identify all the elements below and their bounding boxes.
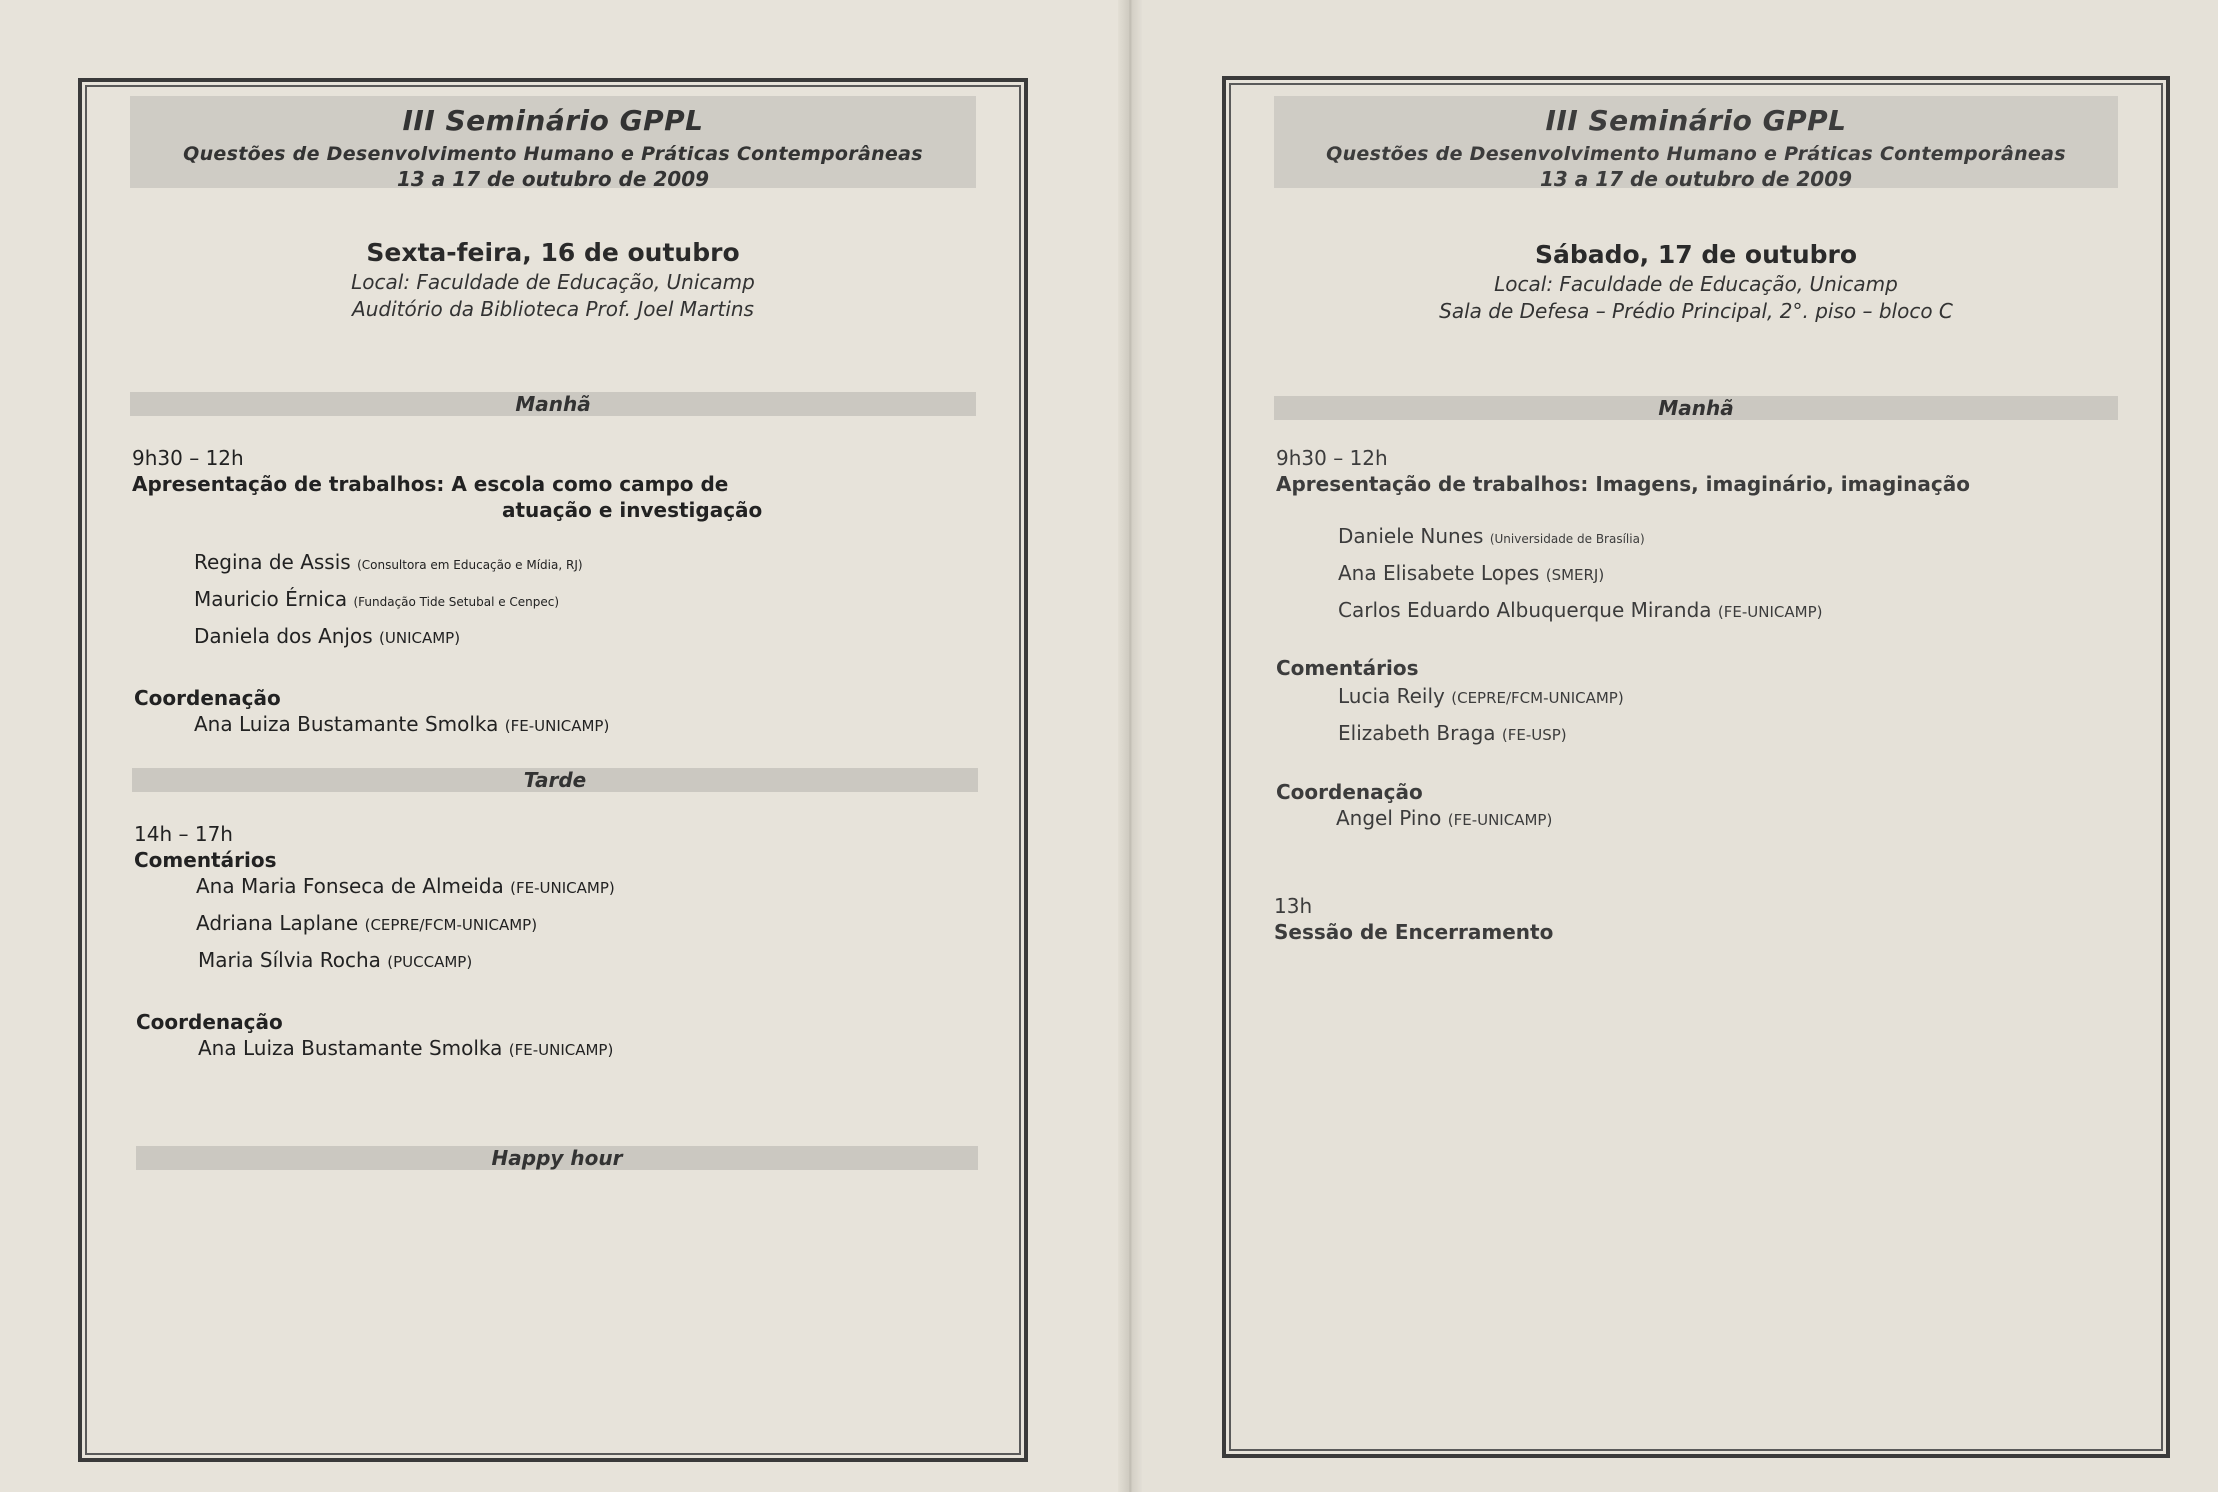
- presenter-name: Ana Elisabete Lopes: [1338, 561, 1540, 585]
- commentator-affiliation: (FE-USP): [1501, 726, 1567, 744]
- coordinator-name: Ana Luiza Bustamante Smolka: [198, 1036, 503, 1060]
- commentator-name: Maria Sílvia Rocha: [198, 948, 381, 972]
- commentator-affiliation: (CEPRE/FCM-UNICAMP): [1451, 689, 1624, 707]
- presenter-affiliation: (SMERJ): [1545, 566, 1605, 584]
- presenter-name: Regina de Assis: [194, 550, 351, 574]
- day-title: Sábado, 17 de outubro: [1534, 240, 1858, 269]
- presenter: [1338, 598, 1822, 622]
- seminar-title: III Seminário GPPL: [1545, 104, 1847, 137]
- commentator-name: Adriana Laplane: [196, 911, 359, 935]
- day-local: Local: Faculdade de Educação, Unicamp: [1494, 272, 1898, 296]
- page-fold: [1118, 0, 1142, 1492]
- closing-time: 13h: [1274, 894, 1313, 918]
- commentator: [196, 874, 615, 898]
- commentator-name: Elizabeth Braga: [1338, 721, 1496, 745]
- coordinator-name: Angel Pino: [1336, 806, 1442, 830]
- coordinator: [194, 712, 609, 736]
- morning-time: 9h30 – 12h: [132, 446, 244, 470]
- presenter: [1338, 524, 1645, 548]
- commentator-name: Lucia Reily: [1338, 684, 1445, 708]
- presenter-name: Carlos Eduardo Albuquerque Miranda: [1338, 598, 1712, 622]
- commentator: [198, 948, 472, 972]
- commentator-affiliation: (PUCCAMP): [387, 953, 473, 971]
- morning-session-title-line2: atuação e investigação: [502, 498, 763, 522]
- presenter: [1338, 561, 1604, 585]
- day-title: Sexta-feira, 16 de outubro: [366, 238, 740, 267]
- coordinator: [198, 1036, 613, 1060]
- day-local: Local: Faculdade de Educação, Unicamp: [351, 270, 755, 294]
- seminar-dates: 13 a 17 de outubro de 2009: [1539, 167, 1853, 191]
- day-venue: Sala de Defesa – Prédio Principal, 2°. piso – bloco C: [1439, 299, 1953, 323]
- commentator-affiliation: (CEPRE/FCM-UNICAMP): [364, 916, 538, 934]
- presenter-affiliation: (Consultora em Educação e Mídia, RJ): [357, 558, 583, 572]
- presenter-name: Daniele Nunes: [1338, 524, 1484, 548]
- commentator-affiliation: (FE-UNICAMP): [510, 879, 615, 897]
- left-header: [130, 96, 976, 191]
- presenter: [194, 587, 559, 611]
- coordinator-name: Ana Luiza Bustamante Smolka: [194, 712, 499, 736]
- seminar-subtitle: Questões de Desenvolvimento Humano e Práticas Contemporâneas: [183, 143, 923, 165]
- coordinator-affiliation: (FE-UNICAMP): [508, 1041, 614, 1059]
- coordination-label: Coordenação: [1276, 780, 1423, 804]
- afternoon-band: Tarde: [132, 768, 978, 792]
- coordinator-affiliation: (FE-UNICAMP): [1447, 811, 1553, 829]
- comments-label: Comentários: [1276, 656, 1419, 680]
- morning-time: 9h30 – 12h: [1276, 446, 1388, 470]
- left-page-frame: [78, 78, 1028, 1462]
- morning-session-title-line1: Apresentação de trabalhos: A escola como campo de: [132, 472, 729, 496]
- left-day-info: [82, 238, 1024, 321]
- seminar-dates: 13 a 17 de outubro de 2009: [396, 167, 710, 191]
- coordination-label: Coordenação: [136, 1010, 283, 1034]
- commentator-name: Ana Maria Fonseca de Almeida: [196, 874, 504, 898]
- coordinator-affiliation: (FE-UNICAMP): [504, 717, 610, 735]
- happy-hour-band: Happy hour: [136, 1146, 978, 1170]
- presenter-affiliation: (UNICAMP): [379, 629, 461, 647]
- commentator: [1338, 684, 1624, 708]
- commentator: [196, 911, 537, 935]
- day-venue: Auditório da Biblioteca Prof. Joel Martins: [352, 297, 754, 321]
- right-day-info: [1226, 240, 2166, 323]
- presenter-affiliation: (FE-UNICAMP): [1717, 603, 1823, 621]
- commentator: [1338, 721, 1567, 745]
- seminar-subtitle: Questões de Desenvolvimento Humano e Práticas Contemporâneas: [1326, 143, 2066, 165]
- coordinator: [1336, 806, 1552, 830]
- closing-session-label: Sessão de Encerramento: [1274, 920, 1554, 944]
- seminar-title: III Seminário GPPL: [402, 104, 704, 137]
- presenter-name: Daniela dos Anjos: [194, 624, 373, 648]
- coordination-label: Coordenação: [134, 686, 281, 710]
- presenter: [194, 624, 460, 648]
- right-page-frame: [1222, 76, 2170, 1458]
- presenter-affiliation: (Fundação Tide Setubal e Cenpec): [353, 595, 560, 609]
- morning-band: Manhã: [130, 392, 976, 416]
- comments-label: Comentários: [134, 848, 277, 872]
- presenter: [194, 550, 583, 574]
- right-header: [1274, 96, 2118, 191]
- presenter-name: Mauricio Érnica: [194, 587, 348, 611]
- morning-session-title: Apresentação de trabalhos: Imagens, imaginário, imaginação: [1276, 472, 1970, 496]
- presenter-affiliation: (Universidade de Brasília): [1489, 532, 1645, 546]
- afternoon-time: 14h – 17h: [134, 822, 233, 846]
- morning-band: Manhã: [1274, 396, 2118, 420]
